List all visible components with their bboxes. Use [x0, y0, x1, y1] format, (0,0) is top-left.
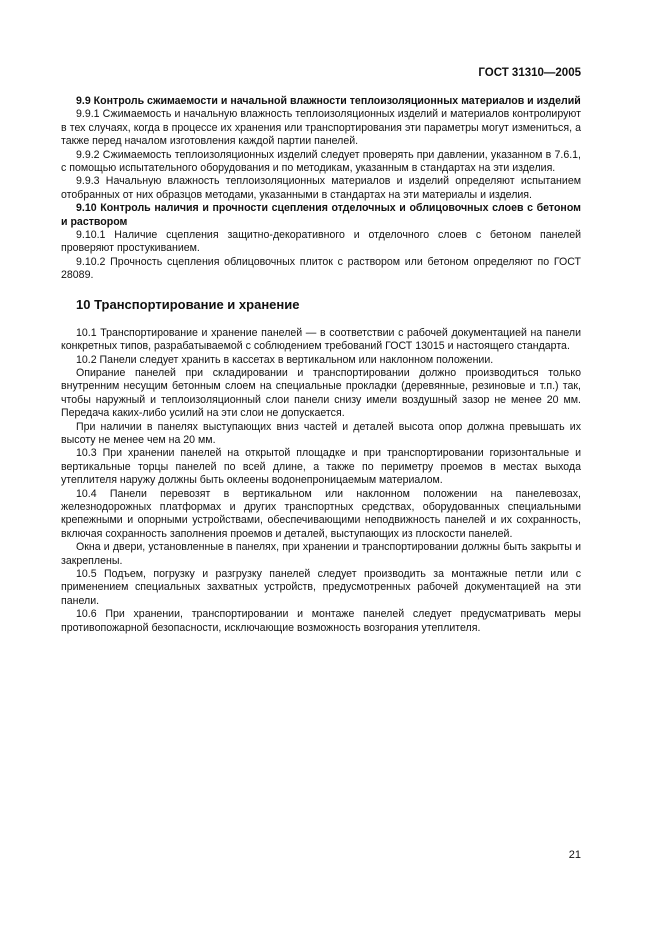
- standard-number: ГОСТ 31310—2005: [478, 67, 581, 79]
- paragraph-9-9-2: 9.9.2 Сжимаемость теплоизоляционных изделий следует проверять при давлении, указанном в 7.6.1, с помощью испытательного оборудования и по методикам, указанным в стандартах на эти изделия.: [61, 148, 581, 175]
- paragraph-10-6: 10.6 При хранении, транспортировании и монтаже панелей следует предусматривать меры противопожарной безопасности, исключающие возможность возгорания утеплителя.: [61, 608, 581, 634]
- paragraph-10-2-protrusions: При наличии в панелях выступающих вниз частей и деталей высота опор должна превышать их высоту не менее чем на 20 мм.: [61, 420, 581, 446]
- section-10-title: 10 Транспортирование и хранение: [76, 296, 300, 312]
- paragraph-9-9-3: 9.9.3 Начальную влажность теплоизоляционных материалов и изделий определяют испытанием отобранных от них образцов методами, указанными в стандартах на эти материалы и изделия.: [61, 175, 581, 201]
- paragraph-9-9-1: 9.9.1 Сжимаемость и начальную влажность теплоизоляционных изделий и материалов контролируют в тех случаях, когда в процессе их хранения или транспортирования эти параметры могут измениться, а также перед началом изготовления каждой партии панелей.: [61, 108, 581, 148]
- paragraph-10-2: 10.2 Панели следует хранить в кассетах в вертикальном или наклонном положении.: [76, 353, 494, 366]
- section-9-10-title: 9.10 Контроль наличия и прочности сцепления отделочных и облицовочных слоев с бетоном и раствором: [61, 202, 581, 228]
- paragraph-9-10-2: 9.10.2 Прочность сцепления облицовочных плиток с раствором или бетоном определяют по ГОСТ 28089.: [61, 255, 581, 282]
- paragraph-10-2-support: Опирание панелей при складировании и транспортировании должно производиться только внутренним несущим бетонным слоем на специальные прокладки (деревянные, резиновые и т.п.) так, чтобы наружный и теплоизоляционный слои панели снизу имели воздушный зазор не менее 20 мм. Передача каких-либо усилий на эти слои не допускается.: [61, 366, 581, 420]
- paragraph-10-3: 10.3 При хранении панелей на открытой площадке и при транспортировании горизонтальные и вертикальные торцы панелей по всей длине, а также по периметру проемов в местах выхода утеплителя наружу должны быть оклеены водонепроницаемым материалом.: [61, 447, 581, 487]
- section-9-9-title: 9.9 Контроль сжимаемости и начальной влажности теплоизоляционных материалов и изделий: [76, 95, 581, 107]
- paragraph-10-1: 10.1 Транспортирование и хранение панелей — в соответствии с рабочей документацией на панели конкретных типов, разрабатываемой с соблюдением требований ГОСТ 13015 и настоящего стандарта.: [61, 326, 581, 353]
- paragraph-10-4: 10.4 Панели перевозят в вертикальном или наклонном положении на панелевозах, железнодорожных платформах и других транспортных средствах, оборудованных специальными крепежными и опорными устройствами, обеспечивающими неподвижность панелей и их сохранность, включая сохранность заполнения проемов и деталей, выступающих из плоскости панелей.: [61, 487, 581, 540]
- page-number: 21: [568, 849, 581, 861]
- paragraph-9-10-1: 9.10.1 Наличие сцепления защитно-декоративного и отделочного слоев с бетоном панелей проверяют простукиванием.: [61, 229, 581, 255]
- paragraph-10-4-windows: Окна и двери, установленные в панелях, при хранении и транспортировании должны быть закрыты и закреплены.: [61, 541, 581, 567]
- paragraph-10-5: 10.5 Подъем, погрузку и разгрузку панелей следует производить за монтажные петли или с применением специальных захватных устройств, предусмотренных рабочей документацией на эти панели.: [61, 568, 581, 607]
- page-content: [61, 95, 581, 635]
